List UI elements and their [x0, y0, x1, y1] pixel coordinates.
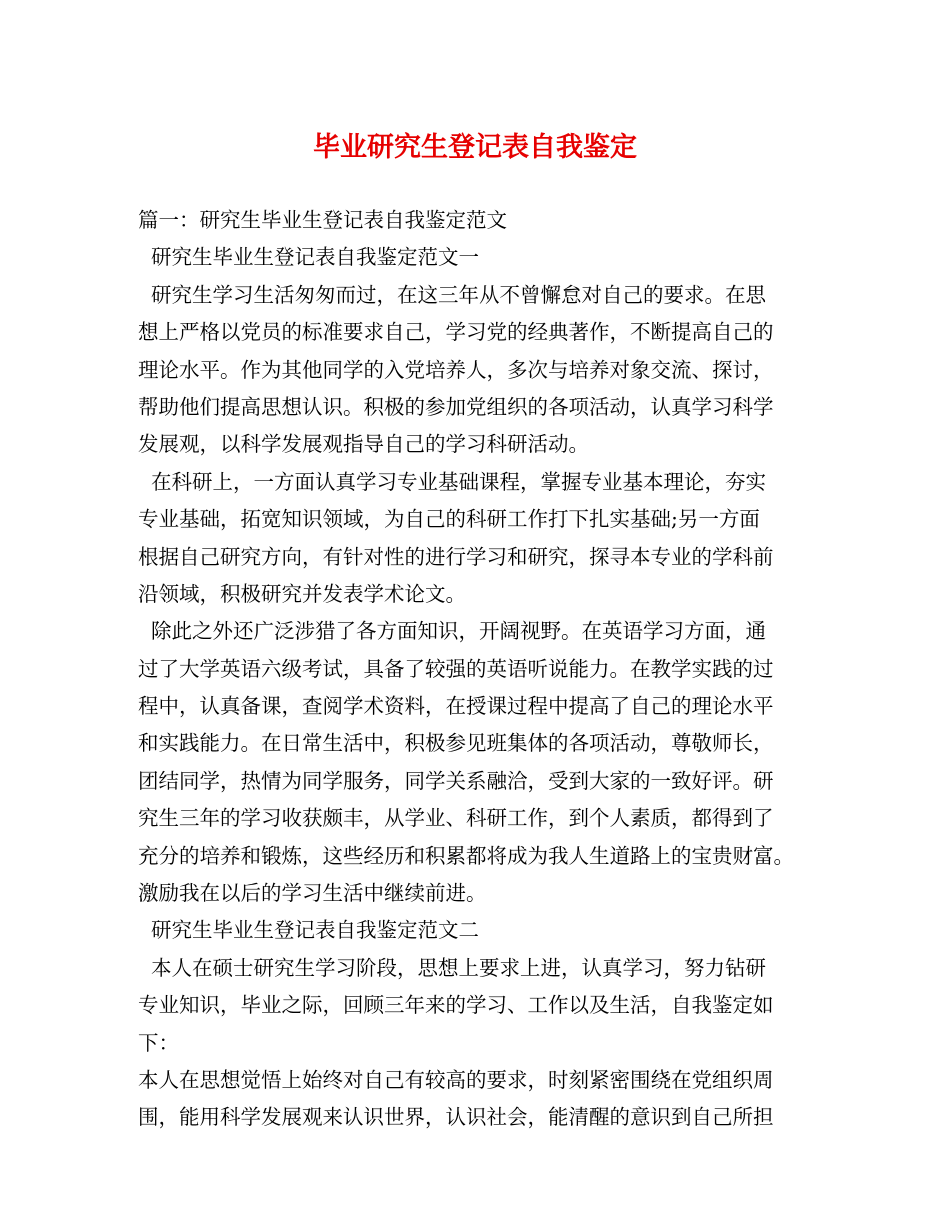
text-line: 研究生学习生活匆匆而过，在这三年从不曾懈怠对自己的要求。在思: [138, 282, 767, 307]
document-body: [138, 202, 820, 1137]
text-line: 理论水平。作为其他同学的入党培养人，多次与培养对象交流、探讨，: [138, 357, 774, 382]
text-line: 下：: [138, 1030, 179, 1055]
text-line: 根据自己研究方向，有针对性的进行学习和研究，探寻本专业的学科前: [138, 544, 774, 569]
text-line: 想上严格以党员的标准要求自己，学习党的经典著作，不断提高自己的: [138, 320, 774, 345]
text-line: 本人在思想觉悟上始终对自己有较高的要求，时刻紧密围绕在党组织周: [138, 1067, 774, 1092]
text-line: 篇一：研究生毕业生登记表自我鉴定范文: [138, 208, 507, 232]
text-line: 研究生毕业生登记表自我鉴定范文二: [138, 918, 480, 943]
text-line: 研究生毕业生登记表自我鉴定范文一: [138, 245, 480, 270]
text-line: 究生三年的学习收获颇丰，从学业、科研工作，到个人素质，都得到了: [138, 806, 774, 831]
text-line: 专业基础，拓宽知识领域，为自己的科研工作打下扎实基础;另一方面: [138, 507, 760, 532]
text-line: 激励我在以后的学习生活中继续前进。: [138, 881, 487, 906]
text-line: 帮助他们提高思想认识。积极的参加党组织的各项活动，认真学习科学: [138, 394, 774, 419]
text-line: 团结同学，热情为同学服务，同学关系融洽，受到大家的一致好评。研: [138, 768, 774, 793]
document-title: 毕业研究生登记表自我鉴定: [313, 132, 637, 163]
text-line: 和实践能力。在日常生活中，积极参见班集体的各项活动，尊敬师长，: [138, 731, 774, 756]
text-line: 围，能用科学发展观来认识世界，认识社会，能清醒的意识到自己所担: [138, 1105, 774, 1130]
text-line: 程中，认真备课，查阅学术资料，在授课过程中提高了自己的理论水平: [138, 694, 774, 719]
text-line: 沿领域，积极研究并发表学术论文。: [138, 581, 466, 606]
text-line: 充分的培养和锻炼，这些经历和积累都将成为我人生道路上的宝贵财富。: [138, 843, 794, 868]
text-line: 在科研上，一方面认真学习专业基础课程，掌握专业基本理论，夯实: [138, 469, 767, 494]
text-line: 专业知识，毕业之际，回顾三年来的学习、工作以及生活，自我鉴定如: [138, 993, 774, 1018]
text-line: 发展观，以科学发展观指导自己的学习科研活动。: [138, 432, 589, 457]
text-line: 除此之外还广泛涉猎了各方面知识，开阔视野。在英语学习方面，通: [138, 619, 767, 644]
text-line: 过了大学英语六级考试，具备了较强的英语听说能力。在教学实践的过: [138, 656, 774, 681]
text-line: 本人在硕士研究生学习阶段，思想上要求上进，认真学习，努力钻研: [138, 955, 767, 980]
